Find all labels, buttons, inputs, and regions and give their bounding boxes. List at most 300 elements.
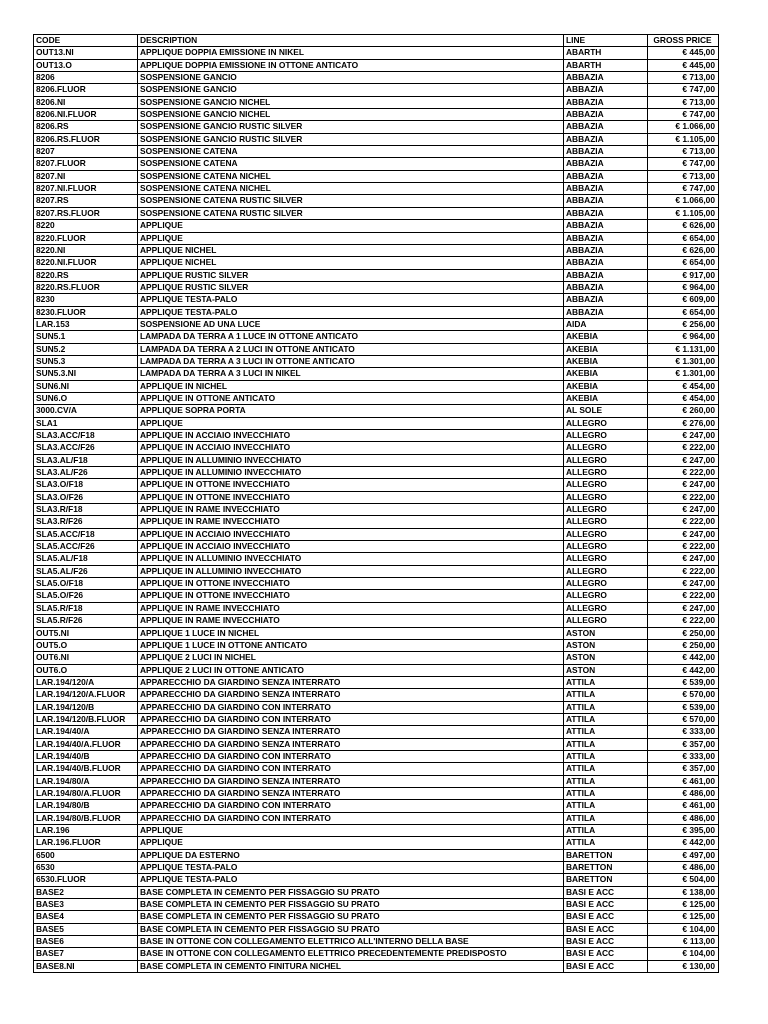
cell-description: APPARECCHIO DA GIARDINO SENZA INTERRATO — [138, 775, 564, 787]
cell-line: BASI E ACC — [564, 886, 648, 898]
cell-line: ATTILA — [564, 689, 648, 701]
cell-line: ATTILA — [564, 800, 648, 812]
cell-gross-price: € 1.131,00 — [648, 343, 719, 355]
cell-description: APPARECCHIO DA GIARDINO SENZA INTERRATO — [138, 787, 564, 799]
cell-code: 8206 — [34, 72, 138, 84]
cell-gross-price: € 486,00 — [648, 812, 719, 824]
cell-line: ABBAZIA — [564, 121, 648, 133]
table-row — [34, 133, 719, 145]
cell-code: SLA3.AL/F18 — [34, 454, 138, 466]
cell-line: ASTON — [564, 652, 648, 664]
cell-line: ALLEGRO — [564, 578, 648, 590]
cell-line: BASI E ACC — [564, 911, 648, 923]
cell-gross-price: € 1.301,00 — [648, 368, 719, 380]
table-row — [34, 590, 719, 602]
cell-line: AKEBIA — [564, 355, 648, 367]
table-row — [34, 948, 719, 960]
cell-description: APPLIQUE RUSTIC SILVER — [138, 269, 564, 281]
cell-description: APPLIQUE — [138, 837, 564, 849]
cell-code: SLA3.O/F18 — [34, 479, 138, 491]
cell-description: APPLIQUE IN RAME INVECCHIATO — [138, 504, 564, 516]
cell-code: OUT6.O — [34, 664, 138, 676]
table-row — [34, 109, 719, 121]
table-row — [34, 207, 719, 219]
cell-gross-price: € 570,00 — [648, 689, 719, 701]
cell-description: APPLIQUE IN RAME INVECCHIATO — [138, 615, 564, 627]
cell-line: ATTILA — [564, 775, 648, 787]
table-row — [34, 923, 719, 935]
table-row — [34, 565, 719, 577]
cell-description: LAMPADA DA TERRA A 2 LUCI IN OTTONE ANTICATO — [138, 343, 564, 355]
cell-code: LAR.194/120/A.FLUOR — [34, 689, 138, 701]
cell-gross-price: € 357,00 — [648, 738, 719, 750]
cell-gross-price: € 1.301,00 — [648, 355, 719, 367]
cell-code: 8206.NI.FLUOR — [34, 109, 138, 121]
cell-gross-price: € 222,00 — [648, 467, 719, 479]
cell-line: ATTILA — [564, 763, 648, 775]
cell-gross-price: € 654,00 — [648, 232, 719, 244]
cell-gross-price: € 333,00 — [648, 750, 719, 762]
table-row — [34, 701, 719, 713]
table-row — [34, 862, 719, 874]
cell-line: ABBAZIA — [564, 84, 648, 96]
cell-line: ALLEGRO — [564, 491, 648, 503]
cell-line: ATTILA — [564, 676, 648, 688]
cell-description: SOSPENSIONE CATENA NICHEL — [138, 170, 564, 182]
cell-gross-price: € 395,00 — [648, 825, 719, 837]
cell-gross-price: € 357,00 — [648, 763, 719, 775]
cell-line: ABBAZIA — [564, 257, 648, 269]
table-row — [34, 170, 719, 182]
cell-description: SOSPENSIONE CATENA RUSTIC SILVER — [138, 195, 564, 207]
cell-line: ALLEGRO — [564, 528, 648, 540]
cell-code: 8220.NI.FLUOR — [34, 257, 138, 269]
cell-code: LAR.194/80/B — [34, 800, 138, 812]
cell-description: APPLIQUE DOPPIA EMISSIONE IN OTTONE ANTICATO — [138, 59, 564, 71]
table-row — [34, 825, 719, 837]
table-row — [34, 294, 719, 306]
cell-line: AKEBIA — [564, 343, 648, 355]
cell-line: ABARTH — [564, 59, 648, 71]
table-row — [34, 886, 719, 898]
table-row — [34, 689, 719, 701]
cell-code: SLA3.O/F26 — [34, 491, 138, 503]
cell-code: 8206.RS — [34, 121, 138, 133]
cell-code: OUT5.O — [34, 639, 138, 651]
cell-description: SOSPENSIONE GANCIO RUSTIC SILVER — [138, 133, 564, 145]
cell-gross-price: € 504,00 — [648, 874, 719, 886]
cell-gross-price: € 247,00 — [648, 528, 719, 540]
cell-line: ABBAZIA — [564, 146, 648, 158]
cell-code: LAR.194/40/A — [34, 726, 138, 738]
cell-gross-price: € 247,00 — [648, 578, 719, 590]
table-row — [34, 639, 719, 651]
cell-code: OUT5.NI — [34, 627, 138, 639]
table-row — [34, 775, 719, 787]
price-list-table — [33, 34, 719, 973]
cell-description: SOSPENSIONE GANCIO — [138, 72, 564, 84]
cell-gross-price: € 713,00 — [648, 72, 719, 84]
cell-code: BASE3 — [34, 899, 138, 911]
cell-line: ALLEGRO — [564, 516, 648, 528]
cell-gross-price: € 125,00 — [648, 899, 719, 911]
table-row — [34, 59, 719, 71]
cell-description: APPLIQUE IN ACCIAIO INVECCHIATO — [138, 541, 564, 553]
cell-description: SOSPENSIONE CATENA — [138, 158, 564, 170]
table-row — [34, 183, 719, 195]
cell-gross-price: € 964,00 — [648, 331, 719, 343]
cell-gross-price: € 747,00 — [648, 109, 719, 121]
cell-description: APPARECCHIO DA GIARDINO SENZA INTERRATO — [138, 676, 564, 688]
cell-description: APPLIQUE 2 LUCI IN OTTONE ANTICATO — [138, 664, 564, 676]
cell-line: BASI E ACC — [564, 960, 648, 972]
cell-code: SLA5.R/F26 — [34, 615, 138, 627]
cell-line: AKEBIA — [564, 368, 648, 380]
table-row — [34, 392, 719, 404]
cell-description: APPLIQUE 1 LUCE IN OTTONE ANTICATO — [138, 639, 564, 651]
cell-code: SLA5.O/F26 — [34, 590, 138, 602]
cell-line: BARETTON — [564, 849, 648, 861]
cell-code: BASE5 — [34, 923, 138, 935]
table-row — [34, 738, 719, 750]
table-row — [34, 454, 719, 466]
cell-line: ALLEGRO — [564, 553, 648, 565]
cell-gross-price: € 713,00 — [648, 96, 719, 108]
cell-gross-price: € 247,00 — [648, 504, 719, 516]
cell-gross-price: € 1.066,00 — [648, 195, 719, 207]
cell-line: BASI E ACC — [564, 899, 648, 911]
cell-description: APPARECCHIO DA GIARDINO CON INTERRATO — [138, 701, 564, 713]
cell-description: APPLIQUE TESTA-PALO — [138, 874, 564, 886]
cell-description: BASE COMPLETA IN CEMENTO PER FISSAGGIO SU PRATO — [138, 899, 564, 911]
table-row — [34, 676, 719, 688]
cell-code: 6530 — [34, 862, 138, 874]
cell-line: ASTON — [564, 627, 648, 639]
cell-line: ATTILA — [564, 825, 648, 837]
cell-code: 8207.RS — [34, 195, 138, 207]
cell-code: 8220.RS — [34, 269, 138, 281]
cell-description: BASE COMPLETA IN CEMENTO PER FISSAGGIO SU PRATO — [138, 911, 564, 923]
cell-gross-price: € 454,00 — [648, 380, 719, 392]
cell-code: 6530.FLUOR — [34, 874, 138, 886]
table-row — [34, 812, 719, 824]
cell-code: 8207.RS.FLUOR — [34, 207, 138, 219]
cell-code: OUT6.NI — [34, 652, 138, 664]
header-code: CODE — [34, 35, 138, 47]
cell-description: APPLIQUE TESTA-PALO — [138, 862, 564, 874]
cell-description: APPLIQUE IN OTTONE INVECCHIATO — [138, 491, 564, 503]
cell-code: SUN6.NI — [34, 380, 138, 392]
cell-description: APPLIQUE TESTA-PALO — [138, 294, 564, 306]
cell-code: LAR.194/80/A — [34, 775, 138, 787]
cell-code: SLA5.ACC/F26 — [34, 541, 138, 553]
table-row — [34, 368, 719, 380]
cell-description: APPLIQUE IN ACCIAIO INVECCHIATO — [138, 430, 564, 442]
cell-description: APPLIQUE IN OTTONE INVECCHIATO — [138, 590, 564, 602]
cell-line: ALLEGRO — [564, 504, 648, 516]
header-gross-price: GROSS PRICE — [648, 35, 719, 47]
cell-description: SOSPENSIONE GANCIO NICHEL — [138, 109, 564, 121]
cell-line: ABBAZIA — [564, 96, 648, 108]
cell-line: AL SOLE — [564, 405, 648, 417]
cell-description: APPLIQUE — [138, 417, 564, 429]
cell-gross-price: € 539,00 — [648, 701, 719, 713]
cell-line: ABBAZIA — [564, 244, 648, 256]
cell-code: 8207.FLUOR — [34, 158, 138, 170]
table-row — [34, 146, 719, 158]
cell-description: APPLIQUE DOPPIA EMISSIONE IN NIKEL — [138, 47, 564, 59]
cell-description: APPARECCHIO DA GIARDINO SENZA INTERRATO — [138, 726, 564, 738]
cell-line: ABBAZIA — [564, 170, 648, 182]
cell-gross-price: € 442,00 — [648, 837, 719, 849]
cell-line: ALLEGRO — [564, 565, 648, 577]
cell-line: ABBAZIA — [564, 232, 648, 244]
cell-gross-price: € 138,00 — [648, 886, 719, 898]
cell-code: BASE7 — [34, 948, 138, 960]
cell-gross-price: € 486,00 — [648, 787, 719, 799]
cell-gross-price: € 113,00 — [648, 936, 719, 948]
cell-line: AIDA — [564, 318, 648, 330]
cell-line: ALLEGRO — [564, 615, 648, 627]
table-row — [34, 467, 719, 479]
table-row — [34, 615, 719, 627]
table-row — [34, 269, 719, 281]
cell-line: ATTILA — [564, 750, 648, 762]
table-row — [34, 442, 719, 454]
table-row — [34, 257, 719, 269]
cell-code: 8230.FLUOR — [34, 306, 138, 318]
cell-description: APPLIQUE NICHEL — [138, 244, 564, 256]
cell-gross-price: € 626,00 — [648, 244, 719, 256]
cell-code: SLA3.ACC/F26 — [34, 442, 138, 454]
cell-gross-price: € 1.066,00 — [648, 121, 719, 133]
table-row — [34, 936, 719, 948]
table-row — [34, 405, 719, 417]
cell-gross-price: € 222,00 — [648, 516, 719, 528]
table-row — [34, 318, 719, 330]
cell-code: 8220.NI — [34, 244, 138, 256]
table-row — [34, 479, 719, 491]
cell-code: 8220.FLUOR — [34, 232, 138, 244]
cell-description: APPLIQUE IN ALLUMINIO INVECCHIATO — [138, 467, 564, 479]
cell-code: 8207.NI.FLUOR — [34, 183, 138, 195]
cell-description: APPLIQUE 2 LUCI IN NICHEL — [138, 652, 564, 664]
cell-code: SLA5.O/F18 — [34, 578, 138, 590]
table-row — [34, 331, 719, 343]
cell-gross-price: € 1.105,00 — [648, 207, 719, 219]
cell-code: SLA1 — [34, 417, 138, 429]
cell-code: SUN5.3.NI — [34, 368, 138, 380]
cell-gross-price: € 461,00 — [648, 800, 719, 812]
cell-gross-price: € 222,00 — [648, 615, 719, 627]
cell-description: BASE IN OTTONE CON COLLEGAMENTO ELETTRICO PRECEDENTEMENTE PREDISPOSTO — [138, 948, 564, 960]
cell-line: ATTILA — [564, 787, 648, 799]
cell-line: ATTILA — [564, 713, 648, 725]
cell-line: ATTILA — [564, 812, 648, 824]
table-row — [34, 355, 719, 367]
cell-code: SLA5.AL/F18 — [34, 553, 138, 565]
table-row — [34, 899, 719, 911]
cell-description: SOSPENSIONE GANCIO RUSTIC SILVER — [138, 121, 564, 133]
table-row — [34, 232, 719, 244]
cell-gross-price: € 222,00 — [648, 590, 719, 602]
cell-code: LAR.153 — [34, 318, 138, 330]
cell-description: BASE COMPLETA IN CEMENTO PER FISSAGGIO SU PRATO — [138, 886, 564, 898]
cell-line: BASI E ACC — [564, 948, 648, 960]
cell-gross-price: € 747,00 — [648, 158, 719, 170]
table-row — [34, 763, 719, 775]
cell-line: ABBAZIA — [564, 269, 648, 281]
cell-line: ABARTH — [564, 47, 648, 59]
cell-gross-price: € 247,00 — [648, 454, 719, 466]
cell-description: LAMPADA DA TERRA A 3 LUCI IN NIKEL — [138, 368, 564, 380]
cell-line: ABBAZIA — [564, 183, 648, 195]
table-row — [34, 541, 719, 553]
table-row — [34, 602, 719, 614]
cell-gross-price: € 964,00 — [648, 281, 719, 293]
cell-gross-price: € 1.105,00 — [648, 133, 719, 145]
cell-line: AKEBIA — [564, 331, 648, 343]
table-row — [34, 849, 719, 861]
cell-description: APPLIQUE IN OTTONE INVECCHIATO — [138, 479, 564, 491]
header-line: LINE — [564, 35, 648, 47]
cell-description: APPLIQUE — [138, 825, 564, 837]
cell-code: BASE8.NI — [34, 960, 138, 972]
table-row — [34, 430, 719, 442]
cell-code: LAR.194/80/A.FLUOR — [34, 787, 138, 799]
table-row — [34, 343, 719, 355]
cell-gross-price: € 747,00 — [648, 84, 719, 96]
cell-line: ALLEGRO — [564, 454, 648, 466]
cell-code: BASE4 — [34, 911, 138, 923]
cell-code: LAR.194/120/B.FLUOR — [34, 713, 138, 725]
table-row — [34, 652, 719, 664]
cell-line: ALLEGRO — [564, 417, 648, 429]
cell-code: LAR.194/40/A.FLUOR — [34, 738, 138, 750]
cell-code: LAR.194/120/B — [34, 701, 138, 713]
table-row — [34, 787, 719, 799]
cell-line: ALLEGRO — [564, 602, 648, 614]
cell-gross-price: € 454,00 — [648, 392, 719, 404]
cell-code: BASE2 — [34, 886, 138, 898]
cell-gross-price: € 104,00 — [648, 923, 719, 935]
cell-line: BASI E ACC — [564, 923, 648, 935]
cell-description: BASE COMPLETA IN CEMENTO PER FISSAGGIO SU PRATO — [138, 923, 564, 935]
cell-code: 8206.FLUOR — [34, 84, 138, 96]
cell-code: SLA5.ACC/F18 — [34, 528, 138, 540]
cell-line: ABBAZIA — [564, 109, 648, 121]
cell-gross-price: € 461,00 — [648, 775, 719, 787]
table-row — [34, 158, 719, 170]
cell-line: ATTILA — [564, 738, 648, 750]
cell-code: OUT13.NI — [34, 47, 138, 59]
cell-description: APPLIQUE IN OTTONE INVECCHIATO — [138, 578, 564, 590]
cell-gross-price: € 486,00 — [648, 862, 719, 874]
cell-description: APPLIQUE 1 LUCE IN NICHEL — [138, 627, 564, 639]
table-row — [34, 244, 719, 256]
cell-code: SLA5.R/F18 — [34, 602, 138, 614]
cell-gross-price: € 247,00 — [648, 479, 719, 491]
cell-gross-price: € 247,00 — [648, 553, 719, 565]
cell-gross-price: € 222,00 — [648, 565, 719, 577]
table-row — [34, 121, 719, 133]
cell-description: APPLIQUE IN ACCIAIO INVECCHIATO — [138, 442, 564, 454]
cell-description: APPLIQUE IN ALLUMINIO INVECCHIATO — [138, 565, 564, 577]
cell-description: APPLIQUE IN RAME INVECCHIATO — [138, 602, 564, 614]
cell-code: 8207.NI — [34, 170, 138, 182]
cell-description: APPLIQUE — [138, 220, 564, 232]
cell-line: ABBAZIA — [564, 306, 648, 318]
cell-code: SLA5.AL/F26 — [34, 565, 138, 577]
cell-gross-price: € 222,00 — [648, 491, 719, 503]
cell-gross-price: € 654,00 — [648, 257, 719, 269]
cell-line: AKEBIA — [564, 380, 648, 392]
cell-description: APPLIQUE IN ALLUMINIO INVECCHIATO — [138, 454, 564, 466]
table-row — [34, 800, 719, 812]
cell-description: APPARECCHIO DA GIARDINO CON INTERRATO — [138, 713, 564, 725]
table-row — [34, 837, 719, 849]
cell-code: SLA3.ACC/F18 — [34, 430, 138, 442]
cell-code: LAR.194/40/B.FLUOR — [34, 763, 138, 775]
cell-description: SOSPENSIONE GANCIO NICHEL — [138, 96, 564, 108]
cell-gross-price: € 917,00 — [648, 269, 719, 281]
cell-code: OUT13.O — [34, 59, 138, 71]
table-row — [34, 664, 719, 676]
cell-code: LAR.194/40/B — [34, 750, 138, 762]
cell-description: SOSPENSIONE GANCIO — [138, 84, 564, 96]
cell-code: SUN5.3 — [34, 355, 138, 367]
cell-description: LAMPADA DA TERRA A 1 LUCE IN OTTONE ANTICATO — [138, 331, 564, 343]
cell-gross-price: € 260,00 — [648, 405, 719, 417]
cell-gross-price: € 445,00 — [648, 47, 719, 59]
cell-code: LAR.194/120/A — [34, 676, 138, 688]
table-row — [34, 578, 719, 590]
cell-description: LAMPADA DA TERRA A 3 LUCI IN OTTONE ANTICATO — [138, 355, 564, 367]
cell-gross-price: € 247,00 — [648, 602, 719, 614]
table-row — [34, 516, 719, 528]
cell-gross-price: € 222,00 — [648, 442, 719, 454]
cell-line: ABBAZIA — [564, 220, 648, 232]
cell-description: APPARECCHIO DA GIARDINO CON INTERRATO — [138, 800, 564, 812]
cell-gross-price: € 609,00 — [648, 294, 719, 306]
table-row — [34, 96, 719, 108]
cell-gross-price: € 125,00 — [648, 911, 719, 923]
cell-line: BARETTON — [564, 874, 648, 886]
cell-line: ALLEGRO — [564, 479, 648, 491]
cell-gross-price: € 626,00 — [648, 220, 719, 232]
cell-description: SOSPENSIONE CATENA — [138, 146, 564, 158]
cell-gross-price: € 539,00 — [648, 676, 719, 688]
cell-description: APPLIQUE NICHEL — [138, 257, 564, 269]
cell-description: APPARECCHIO DA GIARDINO CON INTERRATO — [138, 763, 564, 775]
cell-line: ABBAZIA — [564, 207, 648, 219]
cell-description: BASE COMPLETA IN CEMENTO FINITURA NICHEL — [138, 960, 564, 972]
table-row — [34, 220, 719, 232]
table-row — [34, 281, 719, 293]
cell-description: APPARECCHIO DA GIARDINO SENZA INTERRATO — [138, 738, 564, 750]
cell-gross-price: € 333,00 — [648, 726, 719, 738]
table-row — [34, 195, 719, 207]
cell-line: ASTON — [564, 664, 648, 676]
table-row — [34, 84, 719, 96]
cell-description: APPARECCHIO DA GIARDINO CON INTERRATO — [138, 750, 564, 762]
cell-gross-price: € 713,00 — [648, 170, 719, 182]
cell-code: 8207 — [34, 146, 138, 158]
table-row — [34, 960, 719, 972]
table-row — [34, 726, 719, 738]
cell-gross-price: € 442,00 — [648, 652, 719, 664]
cell-line: ATTILA — [564, 726, 648, 738]
